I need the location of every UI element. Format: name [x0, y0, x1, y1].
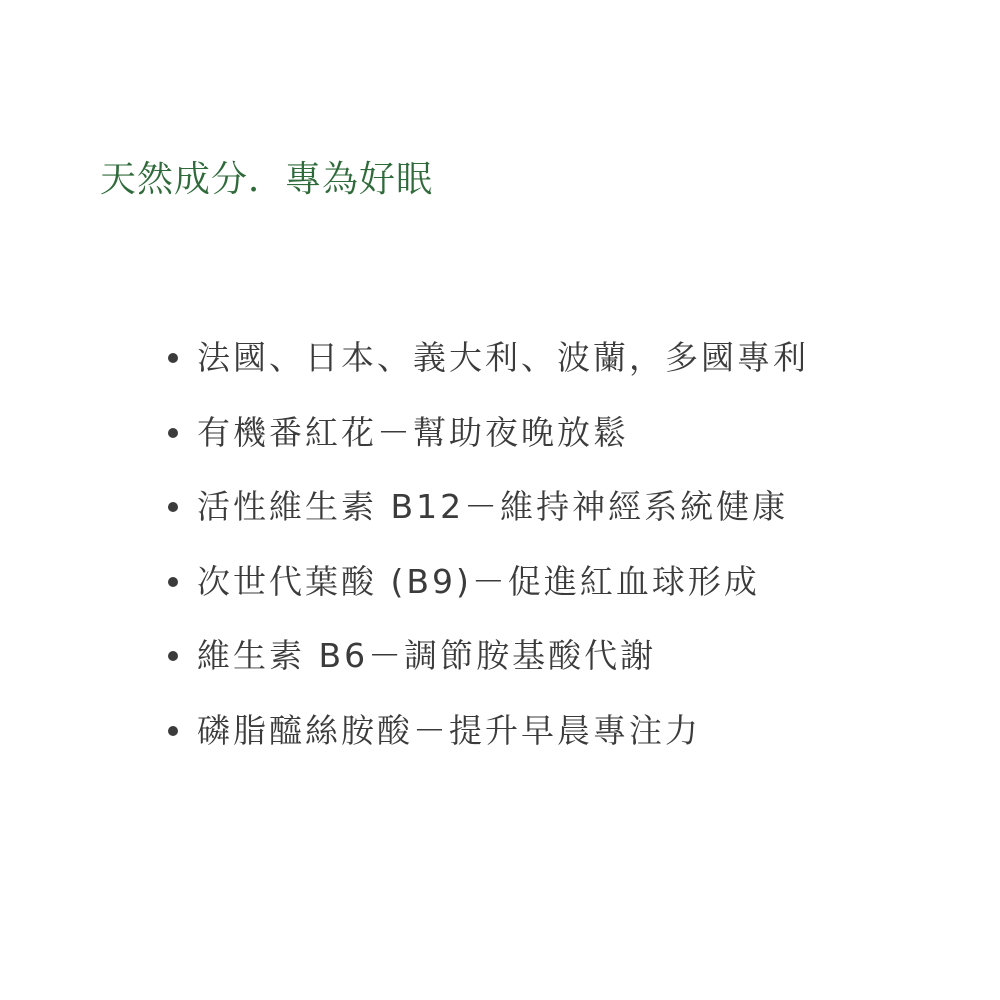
list-item-text: 有機番紅花－幫助夜晚放鬆 [197, 412, 629, 452]
bullet-dot [168, 726, 178, 736]
feature-list [165, 333, 965, 780]
list-item [165, 706, 965, 756]
bullet-dot [168, 651, 178, 661]
list-item [165, 482, 965, 532]
page-title: 天然成分．專為好眠 [100, 159, 434, 200]
list-item-text: 次世代葉酸 (B9)－促進紅血球形成 [197, 561, 760, 601]
list-item [165, 631, 965, 681]
bullet-dot [168, 353, 178, 363]
list-item [165, 333, 965, 383]
list-item-text: 磷脂醯絲胺酸－提升早晨專注力 [197, 710, 701, 750]
bullet-dot [168, 428, 178, 438]
bullet-dot [168, 502, 178, 512]
list-item-text: 活性維生素 B12－維持神經系統健康 [197, 487, 789, 526]
list-item [165, 408, 965, 458]
bullet-dot [168, 577, 178, 587]
list-item [165, 557, 965, 607]
list-item-text: 維生素 B6－調節胺基酸代謝 [197, 636, 657, 675]
list-item-text: 法國、日本、義大利、波蘭，多國專利 [197, 338, 809, 377]
